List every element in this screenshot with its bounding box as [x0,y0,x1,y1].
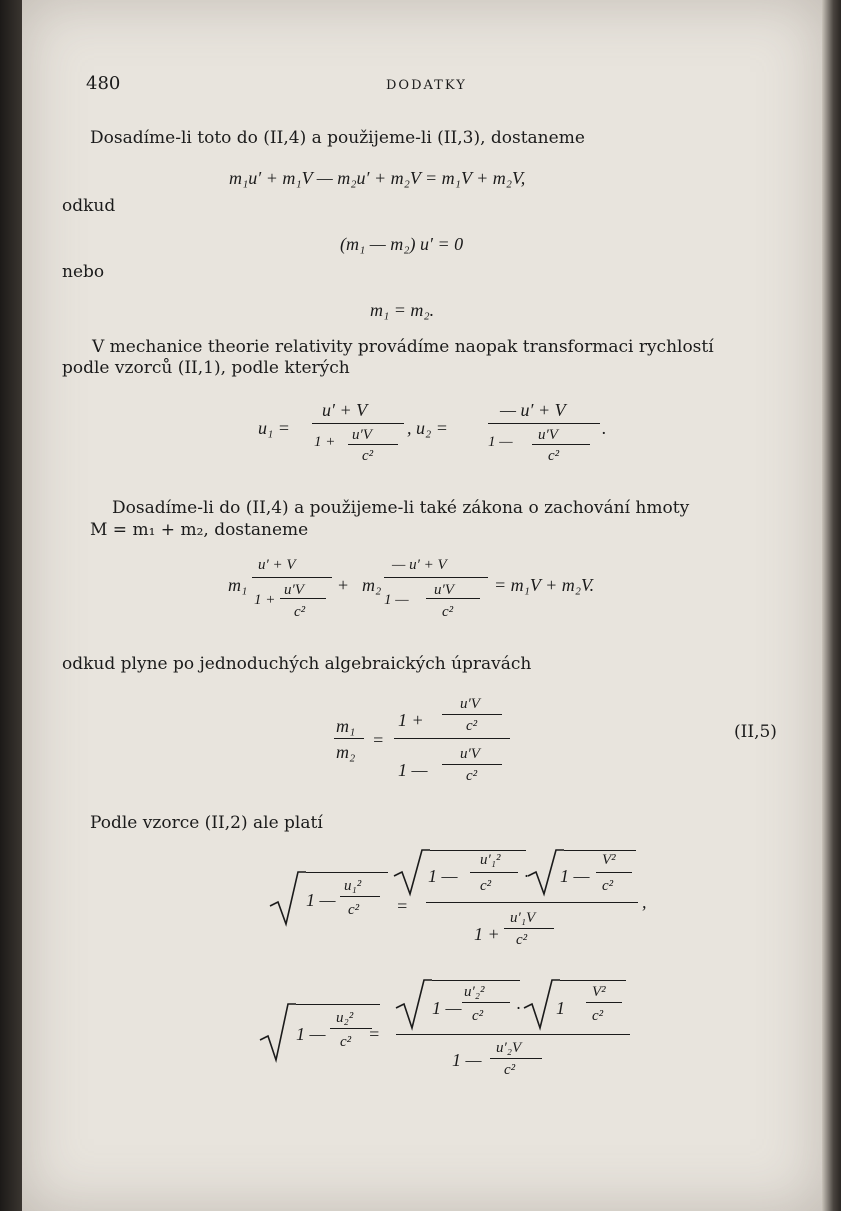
running-title: DODATKY [386,78,467,93]
book-page: 480 DODATKY Dosadíme-li toto do (II,4) a použijeme-li (II,3), dostaneme m₁u′ + m₁V — m₂u′ + m₂V = m₁V + m₂V, odkud (m₁ — m₂) u′ = 0 nebo m₁ = m₂. V mechanice theorie relativity provádíme naopak transformaci rychlostí podle vzorců (II,1), podle kterých u₁ = u′ + V 1 + u′V c² , u₂ = — u′ + V 1 — u′V c² . Dosadíme-li do (II,4) a použijeme-li také zákona o zachování hmoty M = m₁ + m₂, dostaneme m₁ u′ + V 1 + u′V c² + m₂ — u′ + V 1 — u′V c² = m₁V + m₂V. odkud plyne po jednoduchých algebraických úpravách m₁ m₂ = 1 + u′V c² 1 — u′V c² (II,5) Podle vzorce (II,2) ale platí 1 — u₁² c² = 1 — u′₁² c² · 1 — V² c² , 1 + u′₁V c² 1 — u₂² c² = 1 — u′₂² c² · 1 V² c² 1 — u′₂V c² [22,0,822,1211]
page-edge-right [822,0,841,1211]
paragraph-2-line-1: V mechanice theorie relativity provádíme naopak transformaci rychlostí [92,337,714,357]
sqrt-sign-icon [268,868,308,928]
text-nebo: nebo [62,262,105,282]
equation-1: m₁u′ + m₁V — m₂u′ + m₂V = m₁V + m₂V, [229,168,526,188]
page-number: 480 [86,73,121,94]
page-edge-left [0,0,22,1211]
paragraph-5: Podle vzorce (II,2) ale platí [90,813,323,833]
paragraph-2-line-2: podle vzorců (II,1), podle kterých [62,358,350,378]
sqrt-sign-icon [258,1000,298,1064]
equation-2: (m₁ — m₂) u′ = 0 [340,234,464,254]
paragraph-3-line-2: M = m₁ + m₂, dostaneme [90,520,309,540]
text-odkud: odkud [62,196,116,216]
equation-3: m₁ = m₂. [370,300,435,320]
equation-number: (II,5) [734,722,777,742]
paragraph-1: Dosadíme-li toto do (II,4) a použijeme-li (II,3), dostaneme [90,128,585,148]
paragraph-3-line-1: Dosadíme-li do (II,4) a použijeme-li také zákona o zachování hmoty [112,498,690,518]
paragraph-4: odkud plyne po jednoduchých algebraických úpravách [62,654,532,674]
